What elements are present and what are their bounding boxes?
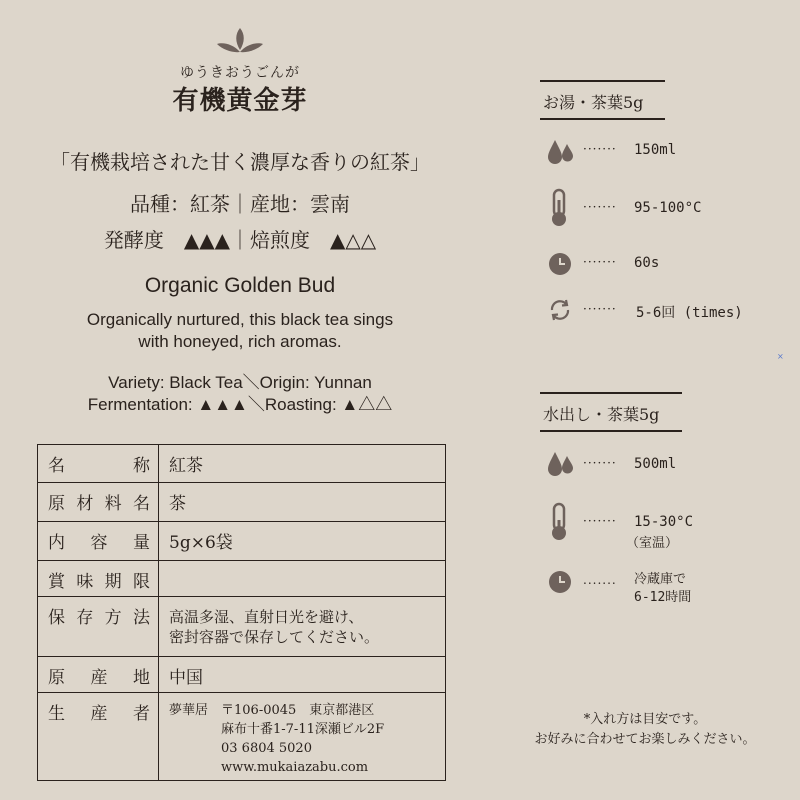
value-cell: 5g×6袋 bbox=[159, 522, 446, 561]
label-cell: 原 産 地 bbox=[38, 657, 159, 693]
divider bbox=[540, 392, 682, 394]
tea-leaf-icon bbox=[215, 26, 265, 56]
thermometer-icon bbox=[548, 188, 570, 228]
divider bbox=[540, 430, 682, 432]
divider bbox=[540, 118, 665, 120]
product-info-table bbox=[37, 444, 446, 781]
table-row-contents bbox=[38, 522, 446, 561]
table-row-producer bbox=[38, 693, 446, 781]
cold-water-volume: 500ml bbox=[634, 456, 677, 472]
variety-origin-jp: 品種：紅茶｜産地：雲南 bbox=[130, 192, 350, 216]
clock-icon bbox=[548, 252, 572, 276]
hot-brew-title: お湯・茶葉5g bbox=[543, 93, 644, 112]
cold-temperature: 15-30°C bbox=[634, 514, 694, 530]
hot-water-volume: 150ml bbox=[634, 142, 677, 158]
table-row-storage bbox=[38, 597, 446, 657]
refresh-icon bbox=[548, 298, 572, 322]
table-row-best-before bbox=[38, 561, 446, 597]
value-cell: 中国 bbox=[159, 657, 446, 693]
thermometer-icon bbox=[548, 502, 570, 542]
value-cell: 紅茶 bbox=[159, 445, 446, 483]
hot-temperature: 95-100°C bbox=[634, 200, 702, 216]
brewing-note: *入れ方は目安です。 お好みに合わせてお楽しみください。 bbox=[534, 712, 756, 747]
label-cell: 内 容 量 bbox=[38, 522, 159, 561]
hot-infusions: 5-6回 (times) bbox=[636, 305, 743, 321]
value-cell: 高温多湿、直射日光を避け、 密封容器で保存してください。 bbox=[159, 597, 446, 657]
table-row-ingredients bbox=[38, 483, 446, 522]
cold-temperature-note: （室温） bbox=[626, 536, 679, 551]
title-furigana: ゆうきおうごんが bbox=[180, 65, 300, 81]
hot-steep-time: 60s bbox=[634, 255, 660, 271]
label-cell: 生 産 者 bbox=[38, 693, 159, 781]
value-cell: 茶 bbox=[159, 483, 446, 522]
label-cell: 賞 味 期 限 bbox=[38, 561, 159, 597]
producer-info: 夢華居 〒106-0045 東京都港区 麻布十番1-7-11深瀬ビル2F 03 6804 5020 www.mukaiazabu.com bbox=[169, 703, 385, 775]
water-drops-icon bbox=[546, 448, 576, 478]
divider bbox=[540, 80, 665, 82]
description-en-line-2: with honeyed, rich aromas. bbox=[138, 332, 342, 351]
value-cell bbox=[159, 561, 446, 597]
label-cell: 保 存 方 法 bbox=[38, 597, 159, 657]
water-drops-icon bbox=[546, 136, 576, 166]
variety-origin-en: Variety: Black Tea＼Origin: Yunnan bbox=[108, 373, 372, 392]
cold-steep-time: 6-12時間 bbox=[634, 590, 692, 605]
product-title-en: Organic Golden Bud bbox=[144, 274, 336, 297]
stray-mark: × bbox=[777, 352, 784, 361]
tagline-jp: 「有機栽培された甘く濃厚な香りの紅茶」 bbox=[50, 150, 430, 174]
cold-brew-title: 水出し・茶葉5g bbox=[543, 405, 660, 424]
cold-steep-place: 冷蔵庫で bbox=[634, 572, 687, 587]
label-cell: 名 称 bbox=[38, 445, 159, 483]
table-row-origin bbox=[38, 657, 446, 693]
clock-icon bbox=[548, 570, 572, 594]
table-row-name bbox=[38, 445, 446, 483]
fermentation-roasting-en: Fermentation: ▲▲▲＼Roasting: ▲△△ bbox=[87, 395, 393, 414]
product-title-jp: 有機黄金芽 bbox=[172, 86, 308, 116]
fermentation-roasting-jp: 発酵度 ▲▲▲｜焙煎度 ▲△△ bbox=[103, 228, 377, 252]
label-cell: 原 材 料 名 bbox=[38, 483, 159, 522]
description-en-line-1: Organically nurtured, this black tea sings bbox=[86, 310, 394, 329]
value-cell bbox=[159, 693, 446, 781]
